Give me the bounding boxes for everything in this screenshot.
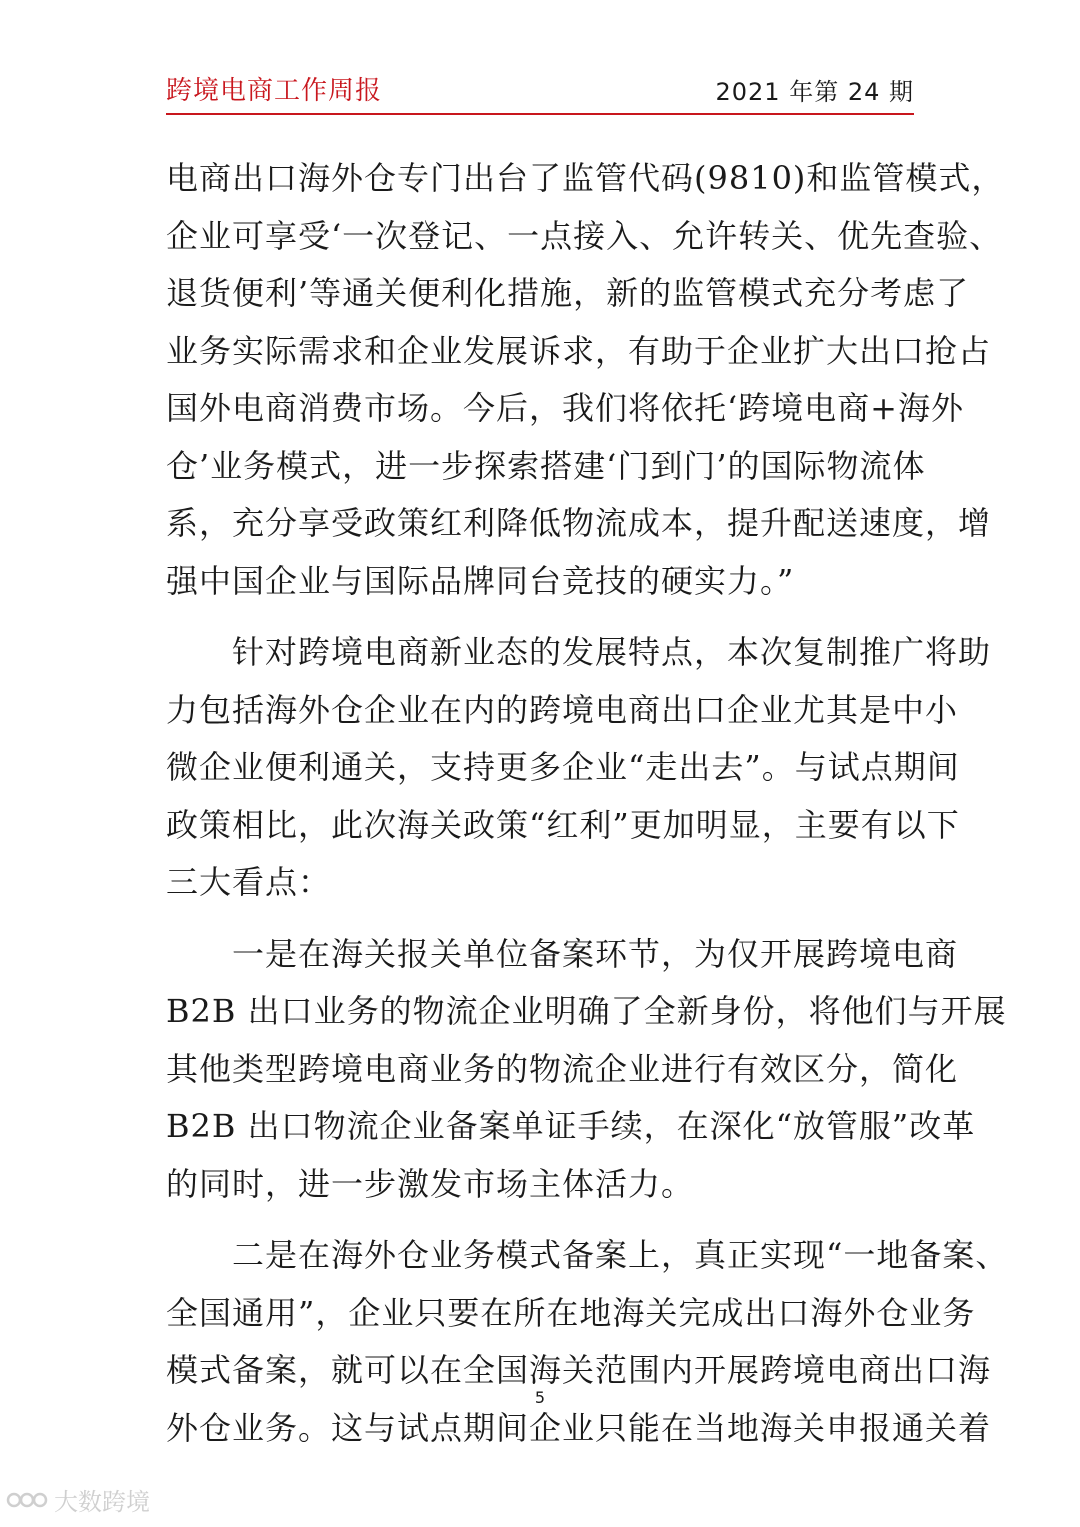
document-header bbox=[166, 70, 914, 115]
paragraph bbox=[166, 1227, 1009, 1457]
text-line: 力包括海外仓企业在内的跨境电商出口企业尤其是中小 bbox=[166, 690, 959, 729]
text-line: B2B 出口物流企业备案单证手续，在深化“放管服”改革 bbox=[166, 1107, 976, 1145]
text-line: B2B 出口业务的物流企业明确了全新身份，将他们与开展 bbox=[166, 992, 1007, 1030]
text-line: 政策相比，此次海关政策“红利”更加明显，主要有以下 bbox=[166, 805, 960, 844]
text-line: 二是在海外仓业务模式备案上，真正实现“一地备案、 bbox=[232, 1236, 1009, 1274]
text-line: 国外电商消费市场。今后，我们将依托‘跨境电商+海外 bbox=[166, 389, 964, 427]
text-line: 业务实际需求和企业发展诉求，有助于企业扩大出口抢占 bbox=[166, 331, 992, 370]
text-line: 系，充分享受政策红利降低物流成本，提升配送速度，增 bbox=[166, 504, 992, 542]
brand-logo-icon bbox=[6, 1489, 48, 1511]
text-line: 一是在海关报关单位备案环节，为仅开展跨境电商 bbox=[232, 934, 959, 973]
text-line: 电商出口海外仓专门出台了监管代码(9810)和监管模式， bbox=[166, 159, 1005, 197]
paragraph bbox=[166, 624, 992, 912]
paragraph bbox=[166, 150, 1005, 610]
text-line: 全国通用”，企业只要在所在地海关完成出口海外仓业务 bbox=[166, 1293, 976, 1332]
text-line: 企业可享受‘一次登记、一点接入、允许转关、优先查验、 bbox=[166, 216, 1003, 255]
text-line: 强中国企业与国际品牌同台竞技的硬实力。” bbox=[166, 561, 795, 600]
watermark-text: 大数跨境 bbox=[54, 1488, 150, 1516]
text-line: 微企业便利通关，支持更多企业“走出去”。与试点期间 bbox=[166, 748, 960, 786]
text-line: 其他类型跨境电商业务的物流企业进行有效区分，简化 bbox=[166, 1049, 959, 1088]
header-issue: 2021 年第 24 期 bbox=[715, 78, 914, 106]
body-text bbox=[166, 150, 1009, 1457]
text-line: 三大看点： bbox=[166, 863, 332, 901]
paragraph bbox=[166, 926, 1007, 1214]
text-line: 退货便利’等通关便利化措施，新的监管模式充分考虑了 bbox=[166, 274, 970, 312]
text-line: 针对跨境电商新业态的发展特点，本次复制推广将助 bbox=[232, 633, 992, 671]
text-line: 的同时，进一步激发市场主体活力。 bbox=[166, 1164, 695, 1203]
text-line: 仓’业务模式，进一步探索搭建‘门到门’的国际物流体 bbox=[166, 446, 926, 485]
header-title: 跨境电商工作周报 bbox=[166, 76, 383, 106]
watermark bbox=[6, 1482, 150, 1517]
text-line: 外仓业务。这与试点期间企业只能在当地海关申报通关着 bbox=[166, 1408, 992, 1447]
text-line: 模式备案，就可以在全国海关范围内开展跨境电商出口海 bbox=[166, 1351, 992, 1389]
page-number: 5 bbox=[534, 1388, 546, 1407]
